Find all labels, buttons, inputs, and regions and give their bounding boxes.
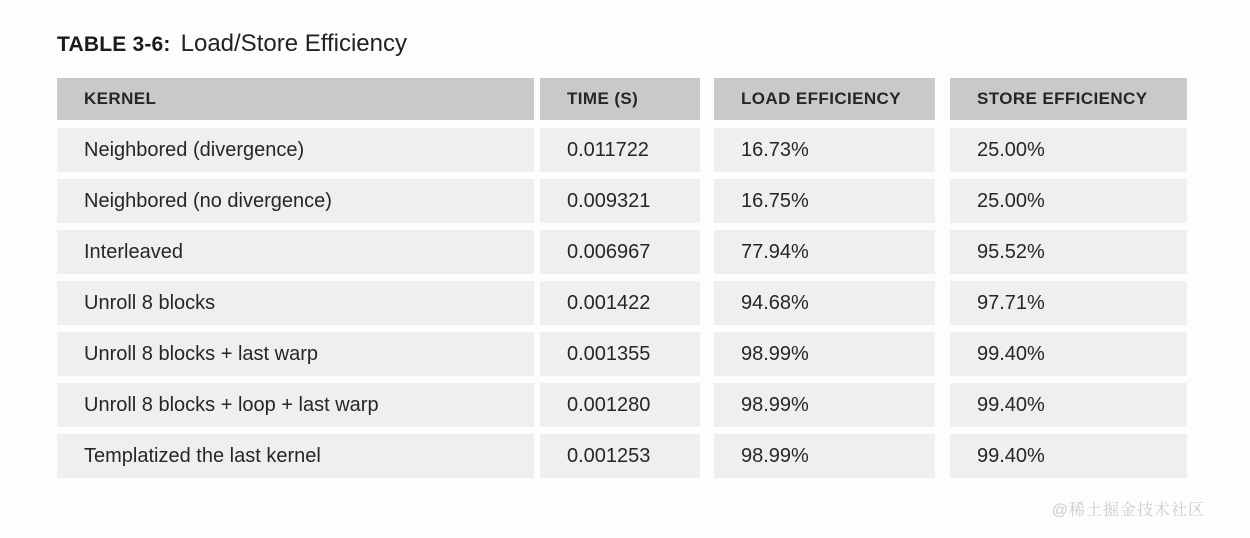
cell-kernel: Unroll 8 blocks xyxy=(57,281,534,325)
watermark: @稀土掘金技术社区 xyxy=(1051,502,1205,519)
table-header-row xyxy=(57,78,1187,120)
cell-load-efficiency: 98.99% xyxy=(714,434,935,478)
table-row xyxy=(57,128,1187,172)
cell-load-efficiency: 94.68% xyxy=(714,281,935,325)
cell-load-efficiency: 16.73% xyxy=(714,128,935,172)
table-row xyxy=(57,230,1187,274)
cell-time: 0.001280 xyxy=(540,383,700,427)
column-header-store-efficiency: STORE EFFICIENCY xyxy=(950,78,1187,120)
cell-store-efficiency: 25.00% xyxy=(950,179,1187,223)
column-header-load-efficiency: LOAD EFFICIENCY xyxy=(714,78,935,120)
cell-load-efficiency: 98.99% xyxy=(714,332,935,376)
cell-load-efficiency: 77.94% xyxy=(714,230,935,274)
table-body xyxy=(57,128,1187,478)
cell-kernel: Neighbored (divergence) xyxy=(57,128,534,172)
column-header-kernel: KERNEL xyxy=(57,78,534,120)
table-row xyxy=(57,281,1187,325)
cell-load-efficiency: 16.75% xyxy=(714,179,935,223)
cell-store-efficiency: 25.00% xyxy=(950,128,1187,172)
table-row xyxy=(57,332,1187,376)
cell-time: 0.006967 xyxy=(540,230,700,274)
cell-store-efficiency: 97.71% xyxy=(950,281,1187,325)
cell-time: 0.001422 xyxy=(540,281,700,325)
cell-time: 0.001253 xyxy=(540,434,700,478)
cell-store-efficiency: 99.40% xyxy=(950,332,1187,376)
cell-kernel: Unroll 8 blocks + last warp xyxy=(57,332,534,376)
table-row xyxy=(57,179,1187,223)
table-row xyxy=(57,383,1187,427)
cell-kernel: Neighbored (no divergence) xyxy=(57,179,534,223)
cell-kernel: Interleaved xyxy=(57,230,534,274)
cell-kernel: Templatized the last kernel xyxy=(57,434,534,478)
cell-time: 0.001355 xyxy=(540,332,700,376)
table-title-label: TABLE 3-6: xyxy=(57,33,171,56)
cell-store-efficiency: 95.52% xyxy=(950,230,1187,274)
table-row xyxy=(57,434,1187,478)
column-header-time: TIME (S) xyxy=(540,78,700,120)
table-title-text: Load/Store Efficiency xyxy=(180,30,407,57)
cell-load-efficiency: 98.99% xyxy=(714,383,935,427)
cell-store-efficiency: 99.40% xyxy=(950,383,1187,427)
table-title xyxy=(57,30,407,58)
cell-time: 0.011722 xyxy=(540,128,700,172)
cell-kernel: Unroll 8 blocks + loop + last warp xyxy=(57,383,534,427)
load-store-efficiency-table xyxy=(57,78,1187,485)
cell-store-efficiency: 99.40% xyxy=(950,434,1187,478)
cell-time: 0.009321 xyxy=(540,179,700,223)
